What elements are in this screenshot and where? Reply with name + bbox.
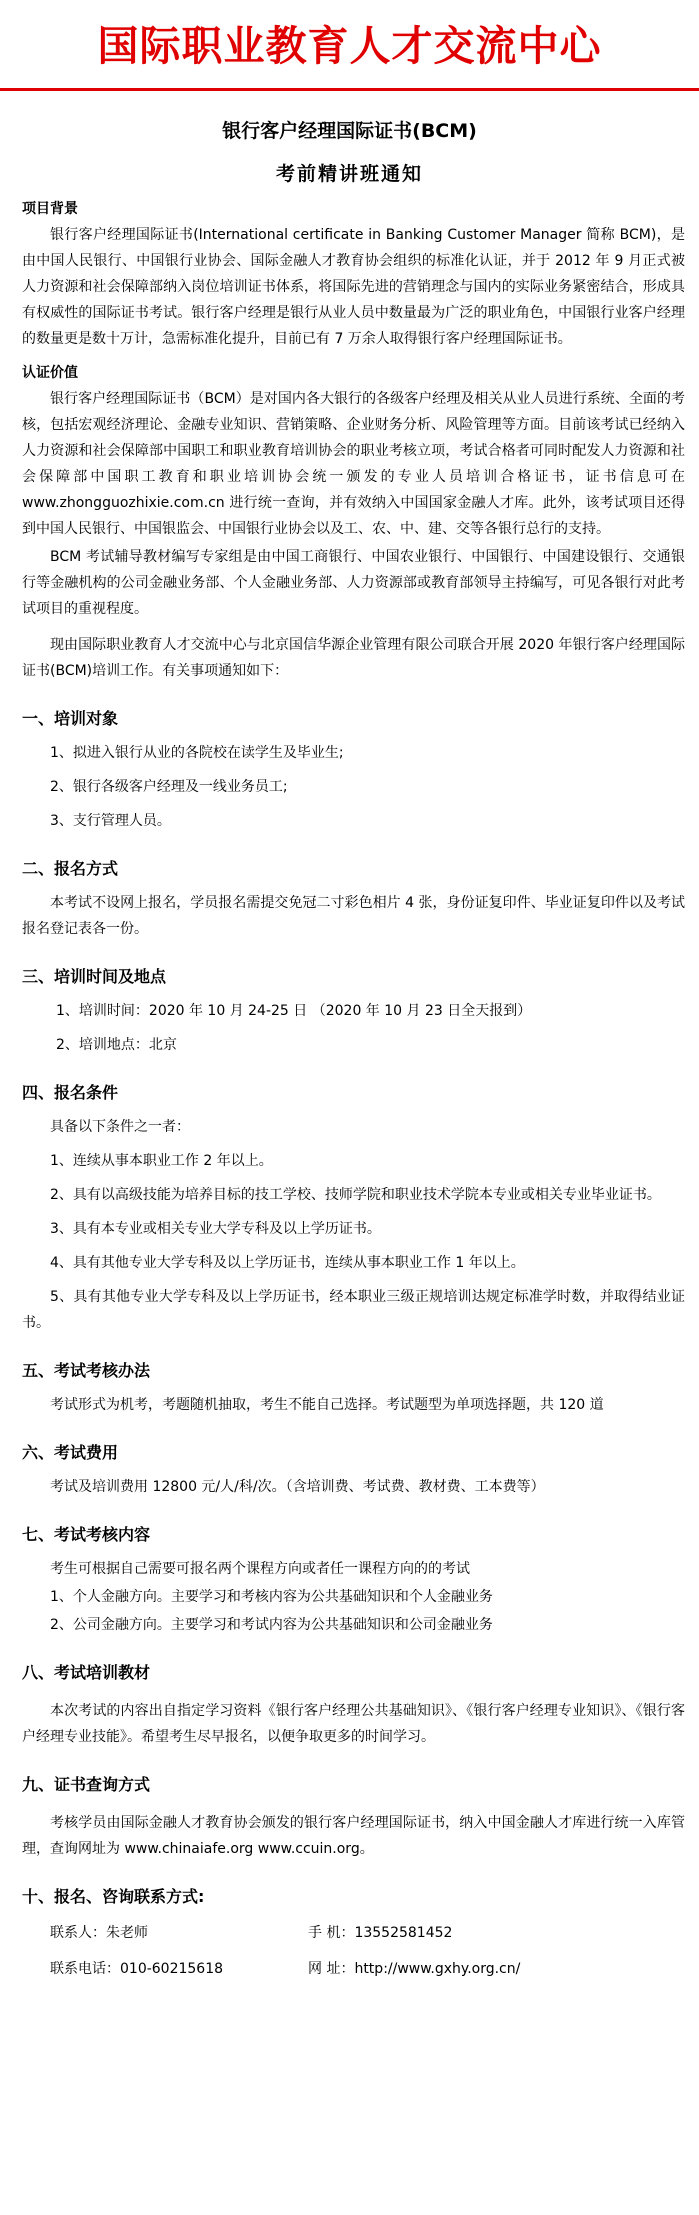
main-title: 国际职业教育人才交流中心 <box>97 22 602 70</box>
contact-mobile: 手 机：13552581452 <box>308 1925 453 1941</box>
list-item: 1、拟进入银行从业的各院校在读学生及毕业生; <box>50 745 344 761</box>
section-heading-7: 七、考试考核内容 <box>22 1525 151 1544</box>
contact-phone: 联系电话：010-60215618 <box>50 1961 224 1977</box>
document-subtitle: 银行客户经理国际证书(BCM) <box>222 120 477 142</box>
value-paragraph-3: 现由国际职业教育人才交流中心与北京国信华源企业管理有限公司联合开展 2020 年银行客户经理国际证书(BCM)培训工作。有关事项通知如下： <box>22 637 685 679</box>
section-paragraph: 考试形式为机考，考题随机抽取，考生不能自己选择。考试题型为单项选择题，共 120 道 <box>50 1397 604 1413</box>
value-paragraph-2: BCM 考试辅导教材编写专家组是由中国工商银行、中国农业银行、中国银行、中国建设银行、交通银行等金融机构的公司金融业务部、个人金融业务部、人力资源部或教育部领导主持编写，可见各银行对此考试项目的重视程度。 <box>22 549 685 617</box>
document-subtitle-notice: 考前精讲班通知 <box>275 163 423 185</box>
list-item: 2、培训地点：北京 <box>56 1037 177 1053</box>
contact-row <box>22 1920 685 1946</box>
value-paragraph-1: 银行客户经理国际证书（BCM）是对国内各大银行的各级客户经理及相关从业人员进行系统、全面的考核，包括宏观经济理论、金融专业知识、营销策略、企业财务分析、风险管理等方面。目前该考试已经纳入人力资源和社会保障部中国职工和职业教育培训协会的职业考核立项，考试合格者可同时配发人力资源和社会保障部中国职工教育和职业培训协会统一颁发的专业人员培训合格证书，证书信息可在 www.zhongguozhixie.com.cn 进行统一查询，并有效纳入中国国家金融人才库。此外，该考试项目还得到中国人民银行、中国银监会、中国银行业协会以及工、农、中、建、交等各银行总行的支持。 <box>22 391 685 537</box>
contact-row <box>22 1956 685 1982</box>
section-heading-8: 八、考试培训教材 <box>22 1663 151 1682</box>
list-item: 1、个人金融方向。主要学习和考核内容为公共基础知识和个人金融业务 <box>50 1589 493 1605</box>
list-item: 2、银行各级客户经理及一线业务员工; <box>50 779 288 795</box>
title-divider <box>0 88 699 91</box>
list-item: 4、具有其他专业大学专科及以上学历证书，连续从事本职业工作 1 年以上。 <box>50 1255 525 1271</box>
section-paragraph: 考试及培训费用 12800 元/人/科/次。（含培训费、考试费、教材费、工本费等） <box>50 1479 545 1495</box>
section-heading-2: 二、报名方式 <box>22 859 119 878</box>
section-heading-4: 四、报名条件 <box>22 1083 119 1102</box>
contact-website-link[interactable]: 网 址：http://www.gxhy.org.cn/ <box>308 1961 521 1977</box>
list-item: 5、具有其他专业大学专科及以上学历证书，经本职业三级正规培训达规定标准学时数，并取得结业证书。 <box>22 1289 685 1331</box>
section-heading-5: 五、考试考核办法 <box>22 1361 151 1380</box>
section-intro: 考生可根据自己需要可报名两个课程方向或者任一课程方向的的考试 <box>50 1561 470 1577</box>
section-paragraph: 本考试不设网上报名，学员报名需提交免冠二寸彩色相片 4 张，身份证复印件、毕业证复印件以及考试报名登记表各一份。 <box>22 895 685 937</box>
background-heading: 项目背景 <box>22 201 78 217</box>
document-body <box>0 198 699 1982</box>
section-heading-3: 三、培训时间及地点 <box>22 967 167 986</box>
background-paragraph: 银行客户经理国际证书(International certificate in Banking Customer Manager 简称 BCM)，是由中国人民银行、中国银行业协会、国际金融人才教育协会组织的标准化认证，并于 2012 年 9 月正式被人力资源和社会保障部纳入岗位培训证书体系，将国际先进的营销理念与国内的实际业务紧密结合，形成具有权威性的国际证书考试。银行客户经理是银行从业人员中数量最为广泛的职业角色，中国银行业客户经理的数量更是数十万计，急需标准化提升，目前已有 7 万余人取得银行客户经理国际证书。 <box>22 227 685 347</box>
section-heading-1: 一、培训对象 <box>22 709 119 728</box>
section-paragraph: 考核学员由国际金融人才教育协会颁发的银行客户经理国际证书，纳入中国金融人才库进行统一入库管理，查询网址为 www.chinaiafe.org www.ccuin.org。 <box>22 1815 685 1857</box>
section-intro: 具备以下条件之一者： <box>50 1119 190 1135</box>
list-item: 1、连续从事本职业工作 2 年以上。 <box>50 1153 273 1169</box>
list-item: 2、公司金融方向。主要学习和考试内容为公共基础知识和公司金融业务 <box>50 1617 493 1633</box>
list-item: 3、具有本专业或相关专业大学专科及以上学历证书。 <box>50 1221 381 1237</box>
list-item: 2、具有以高级技能为培养目标的技工学校、技师学院和职业技术学院本专业或相关专业毕业证书。 <box>50 1187 661 1203</box>
section-heading-9: 九、证书查询方式 <box>22 1775 151 1794</box>
section-heading-10: 十、报名、咨询联系方式: <box>22 1887 205 1906</box>
value-heading: 认证价值 <box>22 365 78 381</box>
section-heading-6: 六、考试费用 <box>22 1443 119 1462</box>
list-item: 1、培训时间：2020 年 10 月 24-25 日 （2020 年 10 月 23 日全天报到） <box>56 1003 532 1019</box>
list-item: 3、支行管理人员。 <box>50 813 171 829</box>
contact-person: 联系人：朱老师 <box>50 1925 148 1941</box>
section-paragraph: 本次考试的内容出自指定学习资料《银行客户经理公共基础知识》、《银行客户经理专业知识》、《银行客户经理专业技能》。希望考生尽早报名，以便争取更多的时间学习。 <box>22 1703 685 1745</box>
